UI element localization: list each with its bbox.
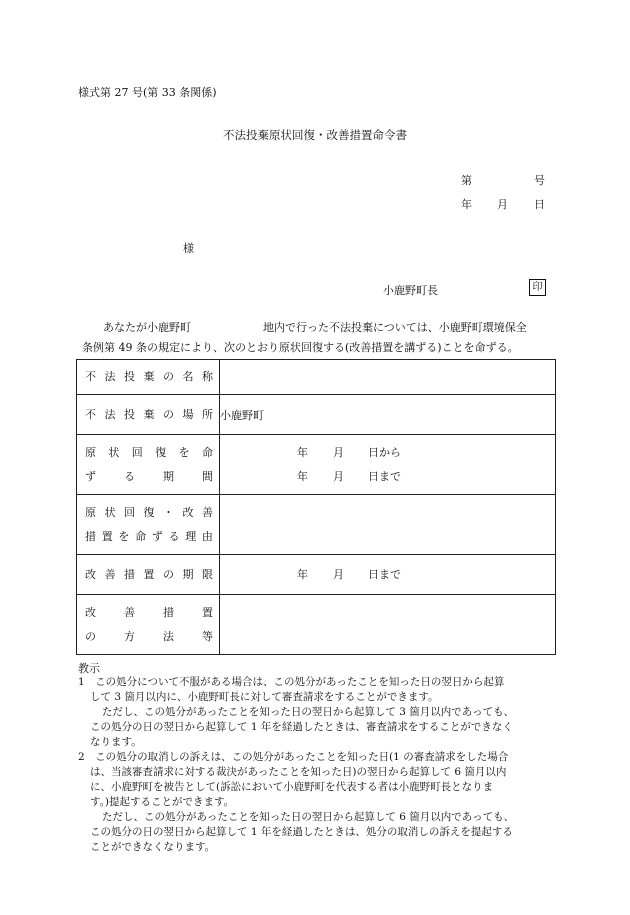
table-row-deadline xyxy=(77,555,556,595)
table-row-name xyxy=(77,360,556,395)
period-from: 年 月 日から xyxy=(297,445,401,459)
value-dumping-name xyxy=(220,360,556,395)
note-2-line-a: 2 この処分の取消しの訴えは、この処分があったことを知った日(1 の審査請求をした場合 xyxy=(78,751,509,763)
document-title: 不法投棄原状回復・改善措置命令書 xyxy=(223,128,407,142)
value-order-reason xyxy=(220,495,556,555)
note-1-line-b: して 3 箇月以内に、小鹿野町長に対して審査請求をすることができます。 xyxy=(90,691,439,703)
seal-mark: 印 xyxy=(529,279,546,296)
label-dumping-place: 不 法 投 棄 の 場 所 xyxy=(77,395,220,435)
period-to: 年 月 日まで xyxy=(297,469,401,483)
note-2-line-b: は、当該審査請求に対する裁決があったことを知った日)の翌日から起算して 6 箇月以内 xyxy=(90,766,507,778)
doc-number-suffix: 号 xyxy=(534,174,545,187)
note-2-line-c: に、小鹿野町を被告として(訴訟において小鹿野町を代表する者は小鹿野町長となりま xyxy=(90,781,494,793)
issue-date-month: 月 xyxy=(497,198,508,211)
note-1-line-c: ただし、この処分があったことを知った日の翌日から起算して 3 箇月以内であっても、 xyxy=(102,706,515,718)
value-restoration-period xyxy=(220,435,556,495)
notes-block xyxy=(78,675,560,855)
label-dumping-name: 不 法 投 棄 の 名 称 xyxy=(77,360,220,395)
body-line-1-start: あなたが小鹿野町 xyxy=(103,321,191,334)
table-row-reason xyxy=(77,495,556,555)
form-number: 様式第 27 号(第 33 条関係) xyxy=(78,86,217,99)
doc-number-prefix: 第 xyxy=(461,174,472,187)
label-improvement-method: 改 善 措 置 の 方 法 等 xyxy=(77,595,220,655)
label-improvement-deadline: 改 善 措 置 の 期 限 xyxy=(77,555,220,595)
issue-date-day: 日 xyxy=(534,198,545,211)
addressee-suffix: 様 xyxy=(183,242,194,255)
issue-date-year: 年 xyxy=(461,198,472,211)
value-improvement-deadline: 年 月 日まで xyxy=(220,555,556,595)
note-2-line-e: ただし、この処分があったことを知った日の翌日から起算して 6 箇月以内であっても、 xyxy=(102,811,515,823)
table-row-method xyxy=(77,595,556,655)
body-line-1 xyxy=(103,319,527,335)
note-1-line-a: 1 この処分について不服がある場合は、この処分があったことを知った日の翌日から起算 xyxy=(78,676,505,688)
body-line-2: 条例第 49 条の規定により、次のとおり原状回復する(改善措置を講ずる)ことを命ずる。 xyxy=(82,341,519,354)
note-2-line-f: この処分の日の翌日から起算して 1 年を経過したときは、処分の取消しの訴えを提起する xyxy=(90,826,513,838)
table-row-place xyxy=(77,395,556,435)
note-2-line-d: す。)提起することができます。 xyxy=(90,796,235,808)
note-2-line-g: ことができなくなります。 xyxy=(90,841,216,853)
table-row-period xyxy=(77,435,556,495)
body-line-1-end: 地内で行った不法投棄については、小鹿野町環境保全 xyxy=(263,321,527,334)
note-1-line-e: なります。 xyxy=(90,736,142,748)
note-1-line-d: この処分の日の翌日から起算して 1 年を経過したときは、審査請求をすることができなく xyxy=(90,721,513,733)
notes-heading: 教示 xyxy=(78,662,100,675)
value-dumping-place: 小鹿野町 xyxy=(220,395,556,435)
label-order-reason: 原 状 回 復 ・ 改 善 措 置 を 命 ず る 理 由 xyxy=(77,495,220,555)
issuer-name: 小鹿野町長 xyxy=(383,284,438,297)
order-table xyxy=(76,359,556,655)
label-restoration-period: 原 状 回 復 を 命 ず る 期 間 xyxy=(77,435,220,495)
value-improvement-method xyxy=(220,595,556,655)
